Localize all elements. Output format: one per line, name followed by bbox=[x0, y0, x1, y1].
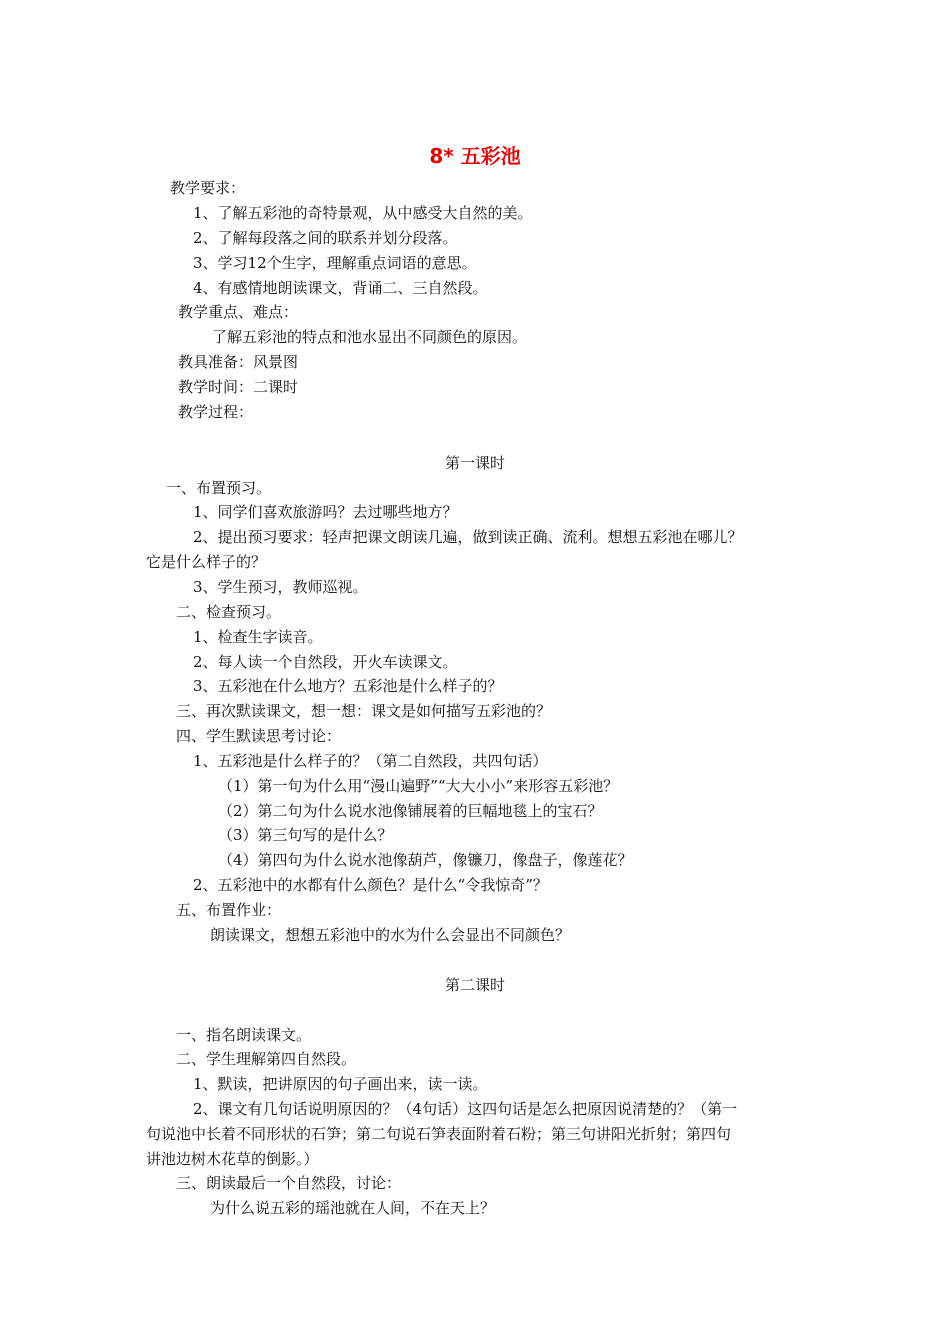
requirements-heading: 教学要求： bbox=[170, 179, 246, 197]
key-points-heading: 教学重点、难点： bbox=[178, 303, 299, 321]
lesson-1-section: 四、学生默读思考讨论： bbox=[176, 727, 342, 745]
lesson-1-item: 2、每人读一个自然段，开火车读课文。 bbox=[193, 653, 458, 671]
lesson-2-item: 为什么说五彩的瑶池就在人间，不在天上？ bbox=[210, 1199, 496, 1217]
tools-line: 教具准备：风景图 bbox=[178, 353, 299, 371]
lesson-1-item: 朗读课文，想想五彩池中的水为什么会显出不同颜色？ bbox=[210, 926, 571, 944]
lesson-1-item: 3、学生预习，教师巡视。 bbox=[193, 578, 368, 596]
lesson-1-item: 1、五彩池是什么样子的？（第二自然段，共四句话） bbox=[193, 752, 548, 770]
lesson-2-item: 1、默读，把讲原因的句子画出来，读一读。 bbox=[193, 1075, 488, 1093]
lesson-1-heading: 第一课时 bbox=[444, 454, 505, 472]
requirement-item: 4、有感情地朗读课文，背诵二、三自然段。 bbox=[193, 279, 488, 297]
lesson-1-subitem: （4）第四句为什么说水池像葫芦，像镰刀，像盘子，像莲花？ bbox=[218, 851, 633, 869]
process-heading: 教学过程： bbox=[178, 403, 254, 421]
lesson-1-item: 1、检查生字读音。 bbox=[193, 628, 323, 646]
page-title: 8* 五彩池 bbox=[429, 144, 521, 168]
lesson-1-section: 三、再次默读课文，想一想：课文是如何描写五彩池的？ bbox=[176, 702, 552, 720]
lesson-1-section: 五、布置作业： bbox=[176, 901, 282, 919]
lesson-1-item: 2、五彩池中的水都有什么颜色？是什么“令我惊奇”？ bbox=[193, 876, 548, 894]
lesson-2-heading: 第二课时 bbox=[444, 976, 505, 994]
lesson-2-item: 2、课文有几句话说明原因的？（4句话）这四句话是怎么把原因说清楚的？（第一 bbox=[193, 1100, 738, 1118]
lesson-1-item: 1、同学们喜欢旅游吗？去过哪些地方？ bbox=[193, 503, 458, 521]
requirement-item: 2、了解每段落之间的联系并划分段落。 bbox=[193, 229, 458, 247]
lesson-1-item: 3、五彩池在什么地方？五彩池是什么样子的？ bbox=[193, 677, 503, 695]
lesson-1-section: 一、布置预习。 bbox=[166, 479, 272, 497]
lesson-2-item-cont: 句说池中长着不同形状的石笋；第二句说石笋表面附着石粉；第三句讲阳光折射；第四句 bbox=[146, 1125, 732, 1143]
time-line: 教学时间：二课时 bbox=[178, 378, 299, 396]
lesson-1-item-cont: 它是什么样子的？ bbox=[146, 553, 267, 571]
requirement-item: 1、了解五彩池的奇特景观，从中感受大自然的美。 bbox=[193, 204, 533, 222]
lesson-1-subitem: （3）第三句写的是什么？ bbox=[218, 826, 393, 844]
lesson-1-section: 二、检查预习。 bbox=[176, 603, 282, 621]
lesson-2-section: 一、指名朗读课文。 bbox=[176, 1026, 312, 1044]
lesson-1-subitem: （2）第二句为什么说水池像铺展着的巨幅地毯上的宝石？ bbox=[218, 802, 603, 820]
key-points-text: 了解五彩池的特点和池水显出不同颜色的原因。 bbox=[212, 328, 528, 346]
lesson-2-section: 三、朗读最后一个自然段，讨论： bbox=[176, 1174, 402, 1192]
lesson-2-item-cont: 讲池边树木花草的倒影。） bbox=[146, 1150, 319, 1168]
requirement-item: 3、学习12个生字，理解重点词语的意思。 bbox=[193, 254, 477, 272]
lesson-2-section: 二、学生理解第四自然段。 bbox=[176, 1050, 357, 1068]
lesson-1-subitem: （1）第一句为什么用“漫山遍野”“大大小小”来形容五彩池？ bbox=[218, 777, 619, 795]
lesson-1-item: 2、提出预习要求：轻声把课文朗读几遍，做到读正确、流利。想想五彩池在哪儿？ bbox=[193, 528, 743, 546]
